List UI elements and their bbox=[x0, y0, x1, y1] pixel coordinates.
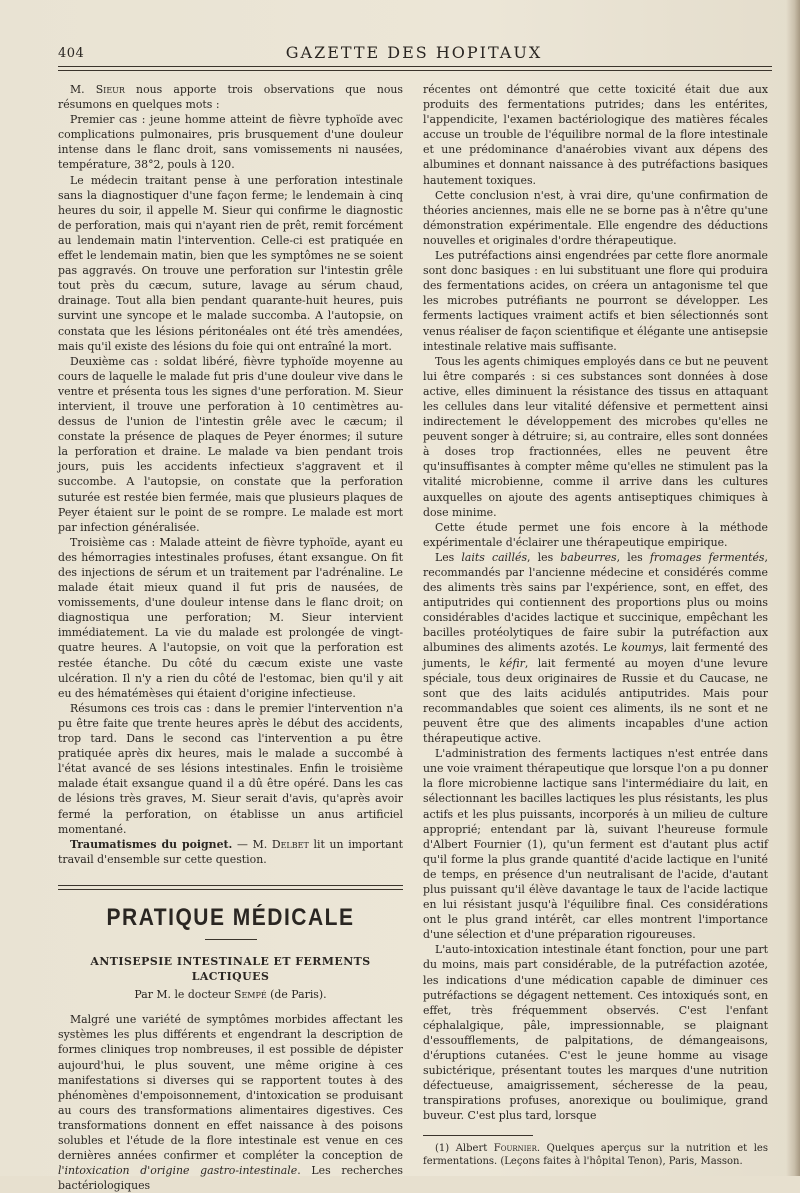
paragraph: Les laits caillés, les babeurres, les fromages fermentés, recommandés par l'ancienne médecine et considérés comme des aliments très sains par l'expérience, sont, en effet, des antiputrides qui contiennent des proportions plus ou moins considérables d'acides lactique et succinique, empêchant les bacilles protéolytiques de faire subir la putréfaction aux albumines des aliments azotés. Le koumys, lait fermenté des juments, le kéfir, lait fermenté au moyen d'une levure spéciale, tous deux originaires de Russie et du Caucase, ne sont que des laits acidulés antiputrides. Mais pour recommandables que soient ces aliments, ils ne sont et ne peuvent être que des aliments incapables d'une action thérapeutique active. bbox=[423, 550, 768, 746]
article-title: ANTISEPSIE INTESTINALE ET FERMENTS LACTIQUES bbox=[90, 954, 371, 984]
author-name: M. Sieur bbox=[70, 83, 125, 96]
author-name: Sempé bbox=[233, 988, 267, 1002]
left-column bbox=[58, 82, 403, 1193]
paragraph: Les putréfactions ainsi engendrées par cette flore anormale sont donc basiques : en lui substituant une flore qui produira des fermentations acides, on créera un antagonisme tel que les microbes putréfiants ne pourront se développer. Les ferments lactiques vraiment actifs et bien sélectionnés sont venus réaliser de façon scientifique et élégante une antisepsie intestinale relative mais suffisante. bbox=[423, 249, 768, 353]
paragraph: Premier cas : jeune homme atteint de fièvre typhoïde avec complications pulmonaires, pris brusquement d'une douleur intense dans le flanc droit, sans vomissements ni nausées, température, 38°2, pouls à 120. bbox=[58, 113, 403, 172]
footnote-rule bbox=[423, 1135, 533, 1136]
header-rule-top bbox=[58, 66, 772, 67]
paragraph: Deuxième cas : soldat libéré, fièvre typhoïde moyenne au cours de laquelle le malade fut pris d'une douleur vive dans le ventre et présenta tous les signes d'une perforation. M. Sieur intervient, il trouve une perforation à 10 centimètres au-dessus de l'union de l'intestin grêle avec le cæcum; il constate la présence de plaques de Peyer énormes; il suture la perforation et draine. Le malade va bien pendant trois jours, puis les accidents infectieux s'aggravent et il succombe. A l'autopsie, on constate que la perforation suturée est restée bien fermée, mais que plusieurs plaques de Peyer étaient sur le point de se rompre. Le malade est mort par infection généralisée. bbox=[58, 354, 403, 534]
paragraph: récentes ont démontré que cette toxicité était due aux produits des fermentations putrides; dans les entérites, l'appendicite, l'examen bactériologique des matières fécales accuse un trouble de l'équilibre normal de la flore intestinale et une prédominance d'anaérobies vivant aux dépens des albumines et donnant naissance à des putréfactions basiques hautement toxiques. bbox=[423, 83, 768, 187]
paragraph: Cette conclusion n'est, à vrai dire, qu'une confirmation de théories anciennes, mais elle ne se borne pas à n'être qu'une démonstration expérimentale. Elle engendre des déductions nouvelles et originales d'ordre thérapeutique. bbox=[423, 188, 768, 247]
paragraph: L'administration des ferments lactiques n'est entrée dans une voie vraiment thérapeutique que lorsque l'on a pu donner la flore microbienne lactique sans l'intermédiaire du lait, en sélectionnant les bacilles lactiques les plus résistants, les plus actifs et les plus puissants, incorporés à un milieu de culture approprié; entendant par là, suivant l'heureuse formule d'Albert Fournier (1), qu'un ferment est d'autant plus actif qu'il forme la plus grande quantité d'acide lactique en l'unité de temps, en présence d'un neutralisant de l'acide, d'autant plus puissant qu'il élève davantage le taux de l'acide lactique en lui résistant jusqu'à l'équilibre final. Ces considérations ont le plus grand intérêt, car elles montrent l'importance d'une sélection et d'une préparation rigoureuses. bbox=[423, 747, 768, 942]
paragraph: Le médecin traitant pense à une perforation intestinale sans la diagnostiquer d'une façon ferme; le lendemain à cinq heures du soir, il appelle M. Sieur qui confirme le diagnostic de perforation, mais qui n'ayant rien de prêt, remit forcément au lendemain matin l'intervention. Celle-ci est pratiquée en effet le lendemain matin, bien que les symptômes ne se soient pas aggravés. On trouve une perforation sur l'intestin grêle tout près du cæcum, suture, lavage au sérum chaud, drainage. Tout alla bien pendant quarante-huit heures, puis survint une syncope et le malade succomba. A l'autopsie, on constata que les lésions péritonéales ont été très amendées, mais qu'il existe des lésions du foie qui ont entraîné la mort. bbox=[58, 173, 403, 353]
author-name: Delbet bbox=[271, 837, 309, 851]
journal-title: GAZETTE DES HOPITAUX bbox=[285, 43, 543, 62]
paragraph: Malgré une variété de symptômes morbides affectant les systèmes les plus différents et engendrant la description de formes cliniques trop nombreuses, il est possible de dépister aujourd'hui, le plus souvent, une même origine à ces manifestations si diverses qui se rapportent toutes à des phénomènes d'empoisonnement, d'intoxication se produisant au cours des transformations alimentaires digestives. Ces transformations donnent en effet naissance à des poisons solubles et l'étude de la flore intestinale est venue en ces dernières années confirmer et compléter la conception de l'intoxication d'origine gastro-intestinale. Les recherches bactériologiques bbox=[58, 1013, 403, 1193]
footnote: (1) Albert Fournier. Quelques aperçus sur la nutrition et les fermentations. (Leçons faites à l'hôpital Tenon), Paris, Masson. bbox=[423, 1143, 768, 1168]
section-title: PRATIQUE MÉDICALE bbox=[106, 904, 355, 931]
paragraph: M. Sieur nous apporte trois observations que nous résumons en quelques mots : bbox=[58, 83, 403, 112]
page-header bbox=[58, 40, 770, 62]
paragraph: L'auto-intoxication intestinale étant fonction, pour une part du moins, mais part considérable, de la putréfaction azotée, les indications d'une médication capable de diminuer ces putréfactions se dégagent nettement. Ces intoxiqués sont, en effet, très fréquemment observés. C'est l'enfant céphalalgique, pâle, impressionnable, se plaignant d'essoufflements, de palpitations, de démangeaisons, d'éruptions cutanées. C'est le jeune homme au visage subictérique, présentant toutes les marques d'une nutrition défectueuse, amaigrissement, sécheresse de la peau, transpirations profuses, anorexique ou boulimique, grand buveur. C'est plus tard, lorsque bbox=[423, 943, 768, 1123]
byline: Par M. le docteur Sempé (de Paris). bbox=[134, 988, 327, 1002]
paragraph: Résumons ces trois cas : dans le premier l'intervention n'a pu être faite que trente heures après le début des accidents, trop tard. Dans le second cas l'intervention a pu être pratiquée après dix heures, mais le malade a succombé à l'état avancé de ses lésions intestinales. Enfin le troisième malade était exsangue quand il a dû être opéré. Dans les cas de lésions très graves, M. Sieur serait d'avis, qu'après avoir fermé la perforation, on établisse un anus artificiel momentané. bbox=[58, 701, 403, 836]
paragraph: Traumatismes du poignet. — M. Delbet lit un important travail d'ensemble sur cette question. bbox=[58, 837, 404, 866]
paragraph: Cette étude permet une fois encore à la méthode expérimentale d'éclairer une thérapeutique empirique. bbox=[423, 520, 768, 549]
right-column bbox=[423, 82, 768, 1168]
subheading: Traumatismes du poignet. bbox=[70, 837, 233, 851]
paragraph: Tous les agents chimiques employés dans ce but ne peuvent lui être comparés : si ces substances sont données à dose active, elles diminuent la résistance des tissus en attaquant les cellules dans leur vitalité défensive et permettent ainsi indirectement le développement des microbes qu'elles ne peuvent songer à détruire; si, au contraire, elles sont données à doses trop fractionnées, elles ne peuvent être qu'insuffisantes à compter même qu'elles ne stimulent pas la vitalité microbienne, comme il arrive dans les cultures auxquelles on ajoute des agents antiseptiques chimiques à dose minime. bbox=[423, 354, 768, 519]
page-binding-shadow bbox=[786, 0, 800, 1176]
author-name: Fournier bbox=[493, 1143, 537, 1155]
short-rule bbox=[205, 939, 257, 940]
header-rule-bottom bbox=[58, 70, 772, 71]
section-rule bbox=[58, 885, 403, 890]
page-number: 404 bbox=[58, 46, 85, 61]
paragraph: Troisième cas : Malade atteint de fièvre typhoïde, ayant eu des hémorragies intestinales profuses, étant exsangue. On fit des injections de sérum et un traitement par l'adrénaline. Le malade était mieux quand il fut pris de nausées, de vomissements, d'une douleur intense dans le flanc droit; on diagnostiqua une perforation; M. Sieur intervient immédiatement. La vie du malade est prolongée de vingt-quatre heures. A l'autopsie, on voit que la perforation est restée étanche. Du côté du cæcum existe une vaste ulcération. Il n'y a rien du côté de l'estomac, bien qu'il y ait eu des hématémèses qui étaient d'origine infectieuse. bbox=[58, 535, 403, 700]
